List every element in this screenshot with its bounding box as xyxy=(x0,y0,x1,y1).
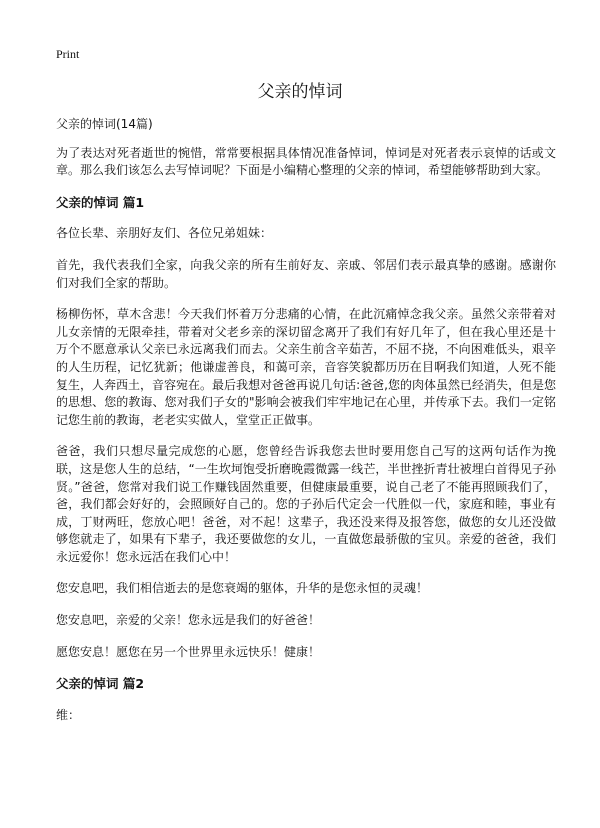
section-heading-1: 父亲的悼词 篇1 xyxy=(56,194,145,210)
paragraph: 首先，我代表我们全家，向我父亲的所有生前好友、亲戚、邻居们表示最真挚的感谢。感谢你们对我们全家的帮助。 xyxy=(56,257,556,290)
paragraph: 维： xyxy=(56,707,81,722)
section-heading-2: 父亲的悼词 篇2 xyxy=(56,676,145,692)
document-body xyxy=(56,116,556,738)
paragraph: 愿您安息！愿您在另一个世界里永远快乐！健康！ xyxy=(56,644,321,659)
paragraph: 您安息吧，我们相信逝去的是您衰竭的躯体，升华的是您永恒的灵魂！ xyxy=(56,581,429,596)
document-subtitle: 父亲的悼词(14篇) xyxy=(56,117,153,131)
paragraph: 爸爸，我们只想尽量完成您的心愿，您曾经告诉我您去世时要用您自己写的这两句话作为挽联，这是您人生的总结，“一生坎坷饱受折磨晚霞微露一线芒，半世挫折青壮被埋白首得见子孙贤。”爸爸，您常对我们说工作赚钱固然重要，但健康最重要，说自己老了不能再照顾我们了，爸，我们都会好好的，会照顾好自己的。您的子孙后代定会一代胜似一代，家庭和睦，事业有成，丁财两旺，您放心吧！爸爸，对不起！这辈子，我还没来得及报答您，做您的女儿还没做够您就走了，如果有下辈子，我还要做您的女儿，一直做您最骄傲的宝贝。亲爱的爸爸，我们永远爱你！您永远活在我们心中！ xyxy=(56,444,556,564)
print-link[interactable]: Print xyxy=(56,47,80,61)
paragraph: 您安息吧，亲爱的父亲！您永远是我们的好爸爸！ xyxy=(56,613,321,628)
paragraph: 杨柳伤怀，草木含悲！今天我们怀着万分悲痛的心情，在此沉痛悼念我父亲。虽然父亲带着对儿女亲情的无限牵挂，带着对父老乡亲的深切留念离开了我们有好几年了，但在我心里还是十万个不愿意承认父亲已永远离我们而去。父亲生前含辛茹苦，不屈不挠，不向困难低头，艰辛的人生历程，记忆犹新；他谦虚善良，和蔼可亲，音容笑貌都历历在目啊我们知道，人死不能复生，人奔西土，音容宛在。最后我想对爸爸再说几句话:爸爸,您的肉体虽然已经消失，但是您的思想、您的教诲、您对我们子女的"影响会被我们牢牢地记在心里，并传承下去。我们一定铭记您生前的教诲，老老实实做人，堂堂正正做事。 xyxy=(56,307,556,427)
intro-paragraph: 为了表达对死者逝世的惋惜，常常要根据具体情况准备悼词，悼词是对死者表示哀悼的话或文章。那么我们该怎么去写悼词呢？下面是小编精心整理的父亲的悼词，希望能够帮助到大家。 xyxy=(56,145,556,178)
document-title: 父亲的悼词 xyxy=(257,82,343,102)
paragraph: 各位长辈、亲朋好友们、各位兄弟姐妹： xyxy=(56,226,273,241)
